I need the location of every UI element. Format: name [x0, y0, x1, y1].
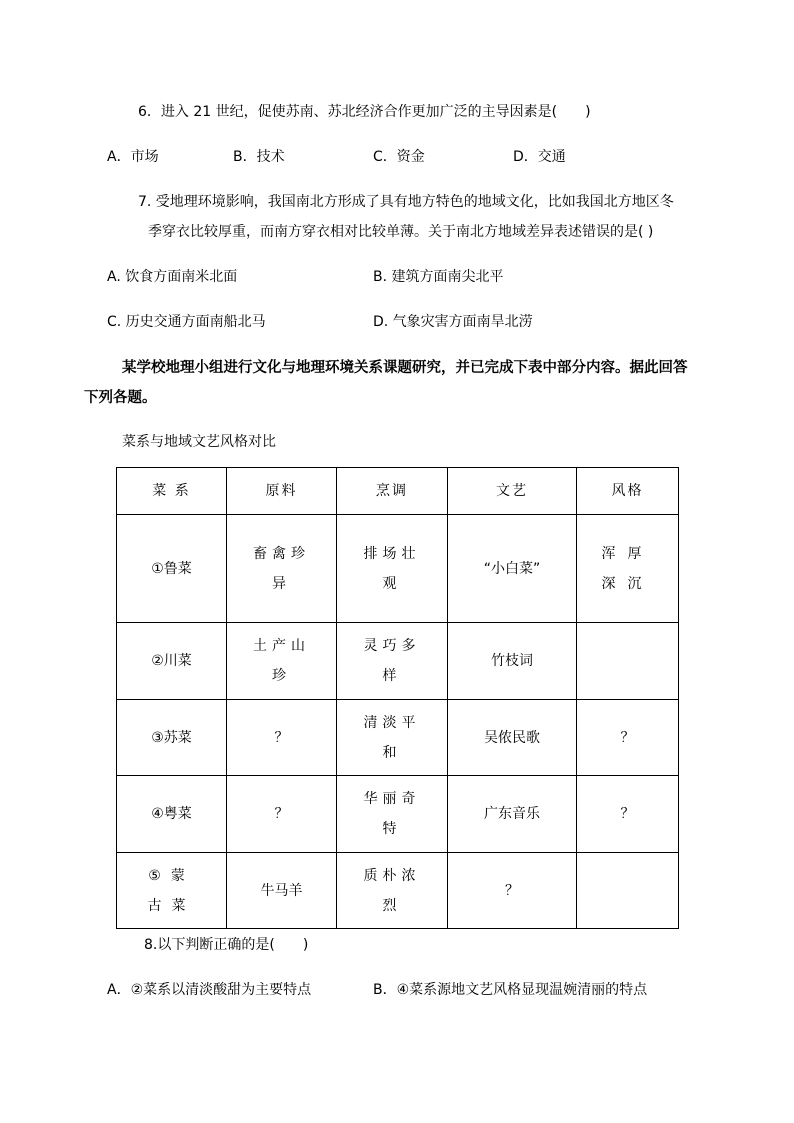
- header-style: 风格: [577, 468, 679, 515]
- cell-cuisine: ⑤蒙古菜: [117, 853, 227, 929]
- table-row: [117, 776, 679, 853]
- cell-cuisine: ①鲁菜: [117, 515, 227, 623]
- q6-option-a[interactable]: A．市场: [107, 149, 159, 165]
- q8-option-b[interactable]: B．④菜系源地文艺风格显现温婉清丽的特点: [373, 982, 648, 998]
- intro-line2: 下列各题。: [84, 390, 157, 406]
- table-caption: 菜系与地域文艺风格对比: [122, 434, 276, 450]
- cell-style: 浑厚深沉: [577, 515, 679, 623]
- cell-cooking: 清淡平和: [337, 700, 448, 776]
- q8-option-a[interactable]: A．②菜系以清淡酸甜为主要特点: [107, 982, 312, 998]
- cell-cooking: 华丽奇特: [337, 776, 448, 853]
- cell-material: 畜禽珍异: [227, 515, 337, 623]
- cell-art: 竹枝词: [448, 623, 577, 700]
- table-row: [117, 623, 679, 700]
- q6-stem: 6．进入 21 世纪，促使苏南、苏北经济合作更加广泛的主导因素是( ): [138, 104, 591, 120]
- header-material: 原料: [227, 468, 337, 515]
- q7-option-b[interactable]: B. 建筑方面南尖北平: [373, 269, 504, 285]
- cell-cooking: 灵巧多样: [337, 623, 448, 700]
- cell-material: 土产山珍: [227, 623, 337, 700]
- cell-style: [577, 623, 679, 700]
- cell-art: “小白菜”: [448, 515, 577, 623]
- cell-material: ？: [227, 776, 337, 853]
- cell-cuisine: ③苏菜: [117, 700, 227, 776]
- cell-style: ？: [577, 700, 679, 776]
- cell-material: ？: [227, 700, 337, 776]
- q6-option-d[interactable]: D．交通: [513, 149, 566, 165]
- q7-option-d[interactable]: D. 气象灾害方面南旱北涝: [373, 314, 533, 330]
- cell-art: 广东音乐: [448, 776, 577, 853]
- q7-option-a[interactable]: A. 饮食方面南米北面: [107, 269, 238, 285]
- q7-stem-line2: 季穿衣比较厚重，而南方穿衣相对比较单薄。关于南北方地域差异表述错误的是( ): [148, 224, 654, 240]
- table-row: [117, 700, 679, 776]
- cell-material: 牛马羊: [227, 853, 337, 929]
- q6-option-b[interactable]: B．技术: [233, 149, 285, 165]
- cell-art: ？: [448, 853, 577, 929]
- cell-cooking: 排场壮观: [337, 515, 448, 623]
- q7-option-c[interactable]: C. 历史交通方面南船北马: [107, 314, 266, 330]
- cell-cuisine: ④粤菜: [117, 776, 227, 853]
- q6-option-c[interactable]: C．资金: [373, 149, 425, 165]
- cell-cooking: 质朴浓烈: [337, 853, 448, 929]
- table-header-row: [117, 468, 679, 515]
- cuisine-comparison-table: [116, 467, 679, 929]
- header-cuisine: 菜 系: [117, 468, 227, 515]
- cell-style: ？: [577, 776, 679, 853]
- cell-cuisine: ②川菜: [117, 623, 227, 700]
- table-row: [117, 853, 679, 929]
- q7-stem-line1: 7. 受地理环境影响，我国南北方形成了具有地方特色的地域文化，比如我国北方地区冬: [138, 194, 674, 210]
- cell-art: 吴侬民歌: [448, 700, 577, 776]
- q8-stem: 8.以下判断正确的是( ): [144, 937, 309, 953]
- header-cooking: 烹调: [337, 468, 448, 515]
- header-art: 文艺: [448, 468, 577, 515]
- intro-line1: 某学校地理小组进行文化与地理环境关系课题研究，并已完成下表中部分内容。据此回答: [122, 360, 688, 376]
- table-row: [117, 515, 679, 623]
- cell-style: [577, 853, 679, 929]
